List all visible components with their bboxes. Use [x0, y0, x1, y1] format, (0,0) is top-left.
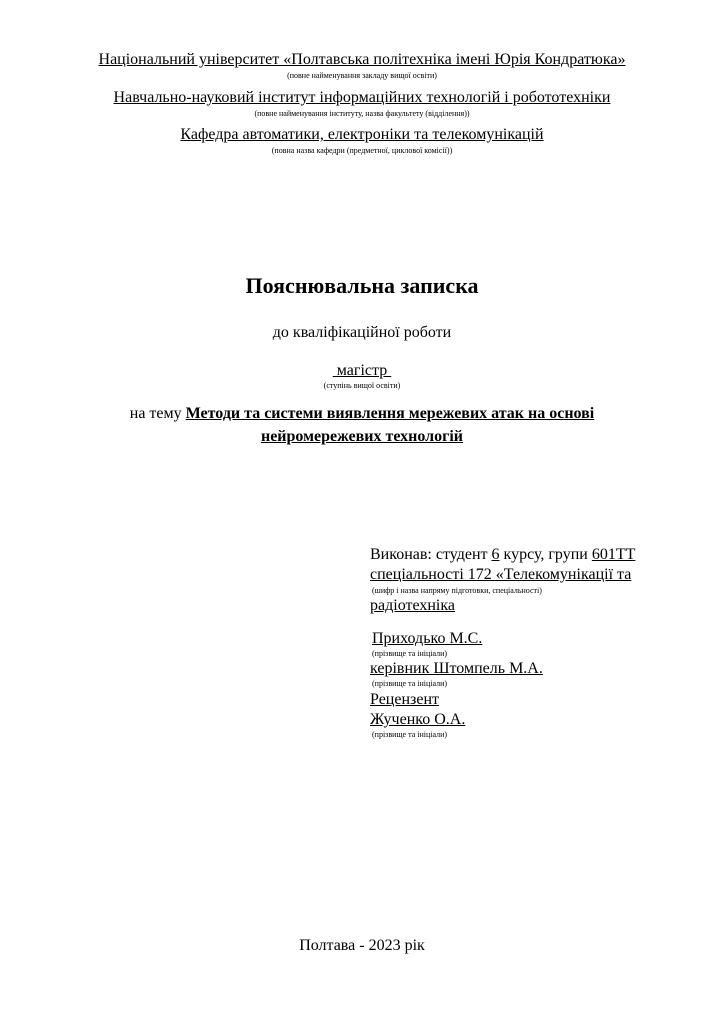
specialty-line-1: спеціальності 172 «Телекомунікації та [370, 566, 632, 583]
performed-prefix: Виконав: студент [370, 546, 492, 563]
document-title: Пояснювальна записка [245, 273, 479, 298]
institute-name: Навчально-науковий інститут інформаційних технологій і робототехніки [113, 89, 611, 106]
supervisor-caption: (прізвище та ініціали) [372, 679, 448, 688]
department-caption: (повна назва кафедри (предметної, циклової комісії)) [271, 146, 453, 155]
degree-value [0, 362, 724, 380]
institute-caption: (повне найменування інституту, назва факультету (відділення)) [254, 109, 470, 118]
theme-title-part1: Методи та системи виявлення мережевих атак на основі [185, 405, 595, 422]
student-name: Приходько М.С. [372, 630, 483, 647]
student-caption: (прізвище та ініціали) [372, 649, 448, 658]
city-year: Полтава - 2023 рік [299, 937, 425, 954]
document-subtitle: до кваліфікаційної роботи [272, 324, 452, 341]
university-name: Національний університет «Полтавська політехніка імені Юрія Кондратюка» [98, 51, 626, 68]
course-value: 6 [491, 546, 500, 563]
course-mid: курсу, групи [499, 546, 592, 563]
theme-line-2 [0, 428, 724, 446]
performed-by-line [370, 546, 635, 564]
reviewer-label: Рецензент [370, 691, 439, 708]
theme-title-part2: нейромережевих технологій [260, 428, 464, 445]
department-name: Кафедра автоматики, електроніки та телекомунікацій [180, 126, 544, 143]
university-caption: (повне найменування закладу вищої освіти) [287, 71, 437, 80]
group-value: 601ТТ [591, 546, 636, 563]
reviewer-name: Жученко О.А. [370, 711, 466, 728]
specialty-caption: (шифр і назва напряму підготовки, спеціальності) [372, 586, 542, 595]
degree-text: магістр [332, 362, 392, 379]
supervisor-name: керівник Штомпель М.А. [370, 660, 543, 677]
specialty-line-2: радіотехніка [370, 597, 455, 614]
theme-prefix: на тему [129, 405, 186, 422]
theme-line-1 [0, 405, 724, 423]
reviewer-caption: (прізвище та ініціали) [372, 730, 448, 739]
degree-caption: (ступінь вищої освіти) [323, 381, 401, 390]
